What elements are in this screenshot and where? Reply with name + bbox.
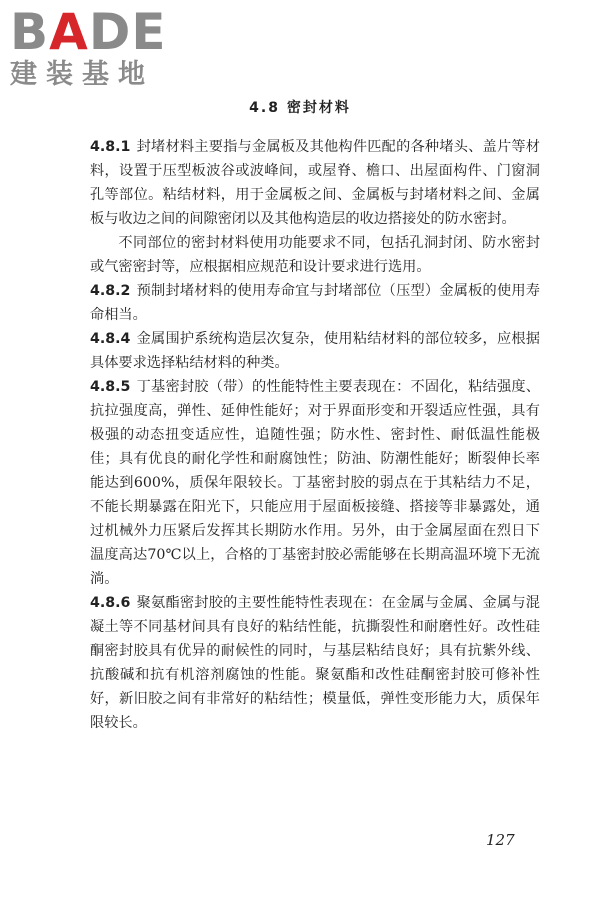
page-number: 127 — [486, 831, 515, 849]
clause-number: 4.8.2 — [90, 283, 131, 299]
clause-4-8-1-continued — [90, 231, 540, 279]
clause-number: 4.8.6 — [90, 595, 131, 611]
logo-subtitle: 建装基地 — [10, 59, 154, 90]
clause-text: 预制封堵材料的使用寿命宜与封堵部位（压型）金属板的使用寿命相当。 — [90, 283, 540, 323]
clause-text: 金属围护系统构造层次复杂，使用粘结材料的部位较多，应根据具体要求选择粘结材料的种类。 — [90, 331, 540, 371]
section-title: 4.8 密封材料 — [249, 100, 351, 116]
logo-letter: B — [10, 3, 50, 61]
clause-4-8-5 — [90, 375, 540, 591]
clause-number: 4.8.4 — [90, 331, 131, 347]
clause-text: 聚氨酯密封胶的主要性能特性表现在：在金属与金属、金属与混凝土等不同基材间具有良好的粘结性能，抗撕裂性和耐磨性好。改性硅酮密封胶具有优异的耐候性的同时，与基层粘结良好；具有抗紫外线、抗酸碱和抗有机溶剂腐蚀的性能。聚氨酯和改性硅酮密封胶可修补性好，新旧胶之间有非常好的粘结性；模量低，弹性变形能力大，质保年限较长。 — [90, 595, 540, 731]
logo-letters: DE — [88, 3, 167, 61]
logo-letter-accent: A — [49, 3, 89, 61]
clause-4-8-2 — [90, 279, 540, 327]
logo-wordmark — [10, 3, 180, 61]
clause-text: 封堵材料主要指与金属板及其他构件匹配的各种堵头、盖片等材料，设置于压型板波谷或波峰间，或屋脊、檐口、出屋面构件、门窗洞孔等部位。粘结材料，用于金属板之间、金属板与封堵材料之间、金属板与收边之间的间隙密闭以及其他构造层的收边搭接处的防水密封。 — [90, 139, 540, 227]
clause-4-8-4 — [90, 327, 540, 375]
clause-text: 丁基密封胶（带）的性能特性主要表现在：不固化，粘结强度、抗拉强度高，弹性、延伸性能好；对于界面形变和开裂适应性强，具有极强的动态扭变适应性，追随性强；防水性、密封性、耐低温性能极佳；具有优良的耐化学性和耐腐蚀性；防油、防潮性能好；断裂伸长率能达到600%，质保年限较长。丁基密封胶的弱点在于其粘结力不足，不能长期暴露在阳光下，只能应用于屋面板接缝、搭接等非暴露处，通过机械外力压紧后发挥其长期防水作用。另外，由于金属屋面在烈日下温度高达70℃以上，合格的丁基密封胶必需能够在长期高温环境下无流淌。 — [90, 379, 540, 587]
clause-4-8-1 — [90, 135, 540, 231]
bade-logo — [10, 3, 180, 90]
clause-number: 4.8.1 — [90, 139, 131, 155]
clause-text: 不同部位的密封材料使用功能要求不同，包括孔洞封闭、防水密封或气密密封等，应根据相应规范和设计要求进行选用。 — [90, 235, 540, 275]
clause-4-8-6 — [90, 591, 540, 735]
clause-number: 4.8.5 — [90, 379, 131, 395]
document-body — [90, 135, 540, 735]
